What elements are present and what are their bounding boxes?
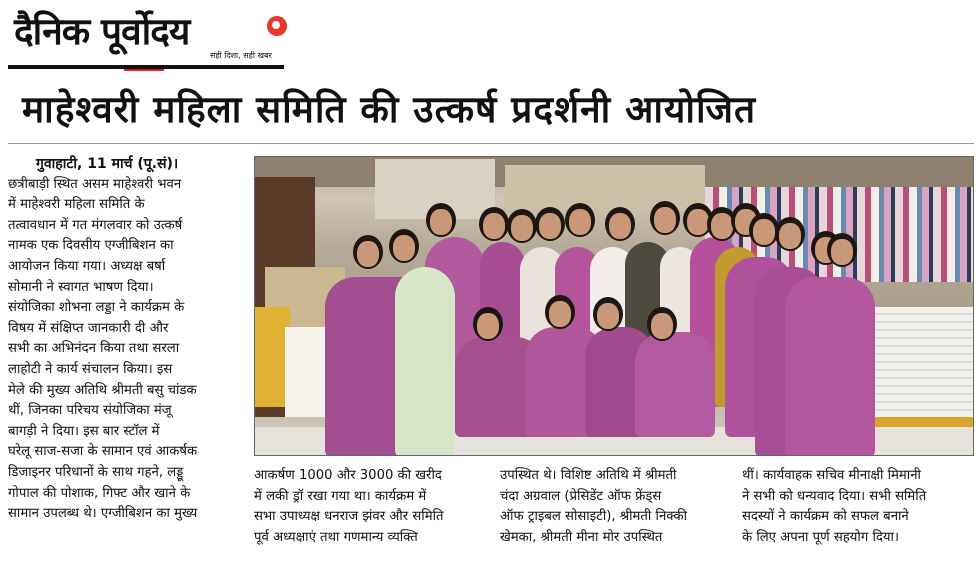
- masthead-accent: [124, 69, 164, 71]
- article-line: नामक एक दिवसीय एग्जीबिशन का: [8, 238, 174, 254]
- article-line: थीं। कार्यवाहक सचिव मीनाक्षी मिमानी: [742, 468, 921, 483]
- article-line: गोपाल की पोशाक, गिफ्ट और खाने के: [8, 485, 191, 501]
- article-line: तत्वावधान में गत मंगलवार को उत्कर्ष: [8, 217, 183, 233]
- event-photo: [254, 156, 974, 456]
- article-line: में माहेश्वरी महिला समिति के: [8, 197, 145, 213]
- article-line: लाहोटी ने कार्य संचालन किया। इस: [8, 361, 173, 377]
- headline-divider: [8, 143, 974, 144]
- article-column-1: [8, 154, 246, 525]
- article-line: छत्रीबाड़ी स्थित असम माहेश्वरी भवन: [8, 176, 182, 192]
- newspaper-name: दैनिक पूर्वोदय: [14, 10, 190, 53]
- article-line: ऑफ ट्राइबल सोसाइटी), श्रीमती निक्की: [500, 509, 688, 525]
- article-line: के लिए अपना पूर्ण सहयोग दिया।: [742, 529, 899, 545]
- article-line: घरेलू साज-सजा के सामान एवं आकर्षक: [8, 444, 198, 460]
- article-line: बागड़ी ने दिया। इस बार स्टॉल में: [8, 423, 160, 439]
- article-line: सामान उपलब्ध थे। एग्जीबिशन का मुख्य: [8, 506, 198, 522]
- article-line: आयोजन किया गया। अध्यक्ष बर्षा: [8, 258, 166, 274]
- article-line: चंदा अग्रवाल (प्रेसिडेंट ऑफ फ्रेंड्स: [500, 488, 662, 504]
- newspaper-tagline: सही दिशा, सही खबर: [210, 51, 272, 60]
- masthead: [10, 4, 286, 72]
- article-line: उपस्थित थे। विशिष्ट अतिथि में श्रीमती: [500, 468, 677, 483]
- article-line: डिजाइनर परिधानों के साथ गहने, लड्डू: [8, 464, 184, 480]
- article-line: पूर्व अध्यक्षाएं तथा गणमान्य व्यक्ति: [254, 529, 418, 545]
- dateline: गुवाहाटी, 11 मार्च (पू.सं)।: [36, 156, 179, 172]
- article-line: सभा उपाध्यक्ष धनराज झंवर और समिति: [254, 509, 444, 525]
- article-line: आकर्षण 1000 और 3000 की खरीद: [254, 468, 442, 483]
- article-line: सोमानी ने स्वागत भाषण दिया।: [8, 279, 154, 295]
- article-line: संयोजिका शोभना लड्डा ने कार्यक्रम के: [8, 300, 185, 316]
- article-line: विषय में संक्षिप्त जानकारी दी और: [8, 320, 169, 336]
- article-line: में लकी ड्रॉ रखा गया था। कार्यक्रम में: [254, 488, 427, 504]
- article-line: सभी का अभिनंदन किया तथा सरला: [8, 341, 180, 357]
- article-line: मेले की मुख्य अतिथि श्रीमती बसु चांडक: [8, 382, 197, 398]
- article-line: थीं, जिनका परिचय संयोजिका मंजू: [8, 403, 172, 419]
- article-column-2: [254, 466, 486, 548]
- article-line: सदस्यों ने कार्यक्रम को सफल बनाने: [742, 509, 909, 525]
- article-line: खेमका, श्रीमती मीना मोर उपस्थित: [500, 529, 663, 545]
- article-line: ने सभी को धन्यवाद दिया। सभी समिति: [742, 488, 927, 504]
- logo-mark-icon: [267, 16, 287, 36]
- article-column-4: [742, 466, 972, 548]
- headline: माहेश्वरी महिला समिति की उत्कर्ष प्रदर्शनी आयोजित: [22, 87, 757, 131]
- article-column-3: [500, 466, 730, 548]
